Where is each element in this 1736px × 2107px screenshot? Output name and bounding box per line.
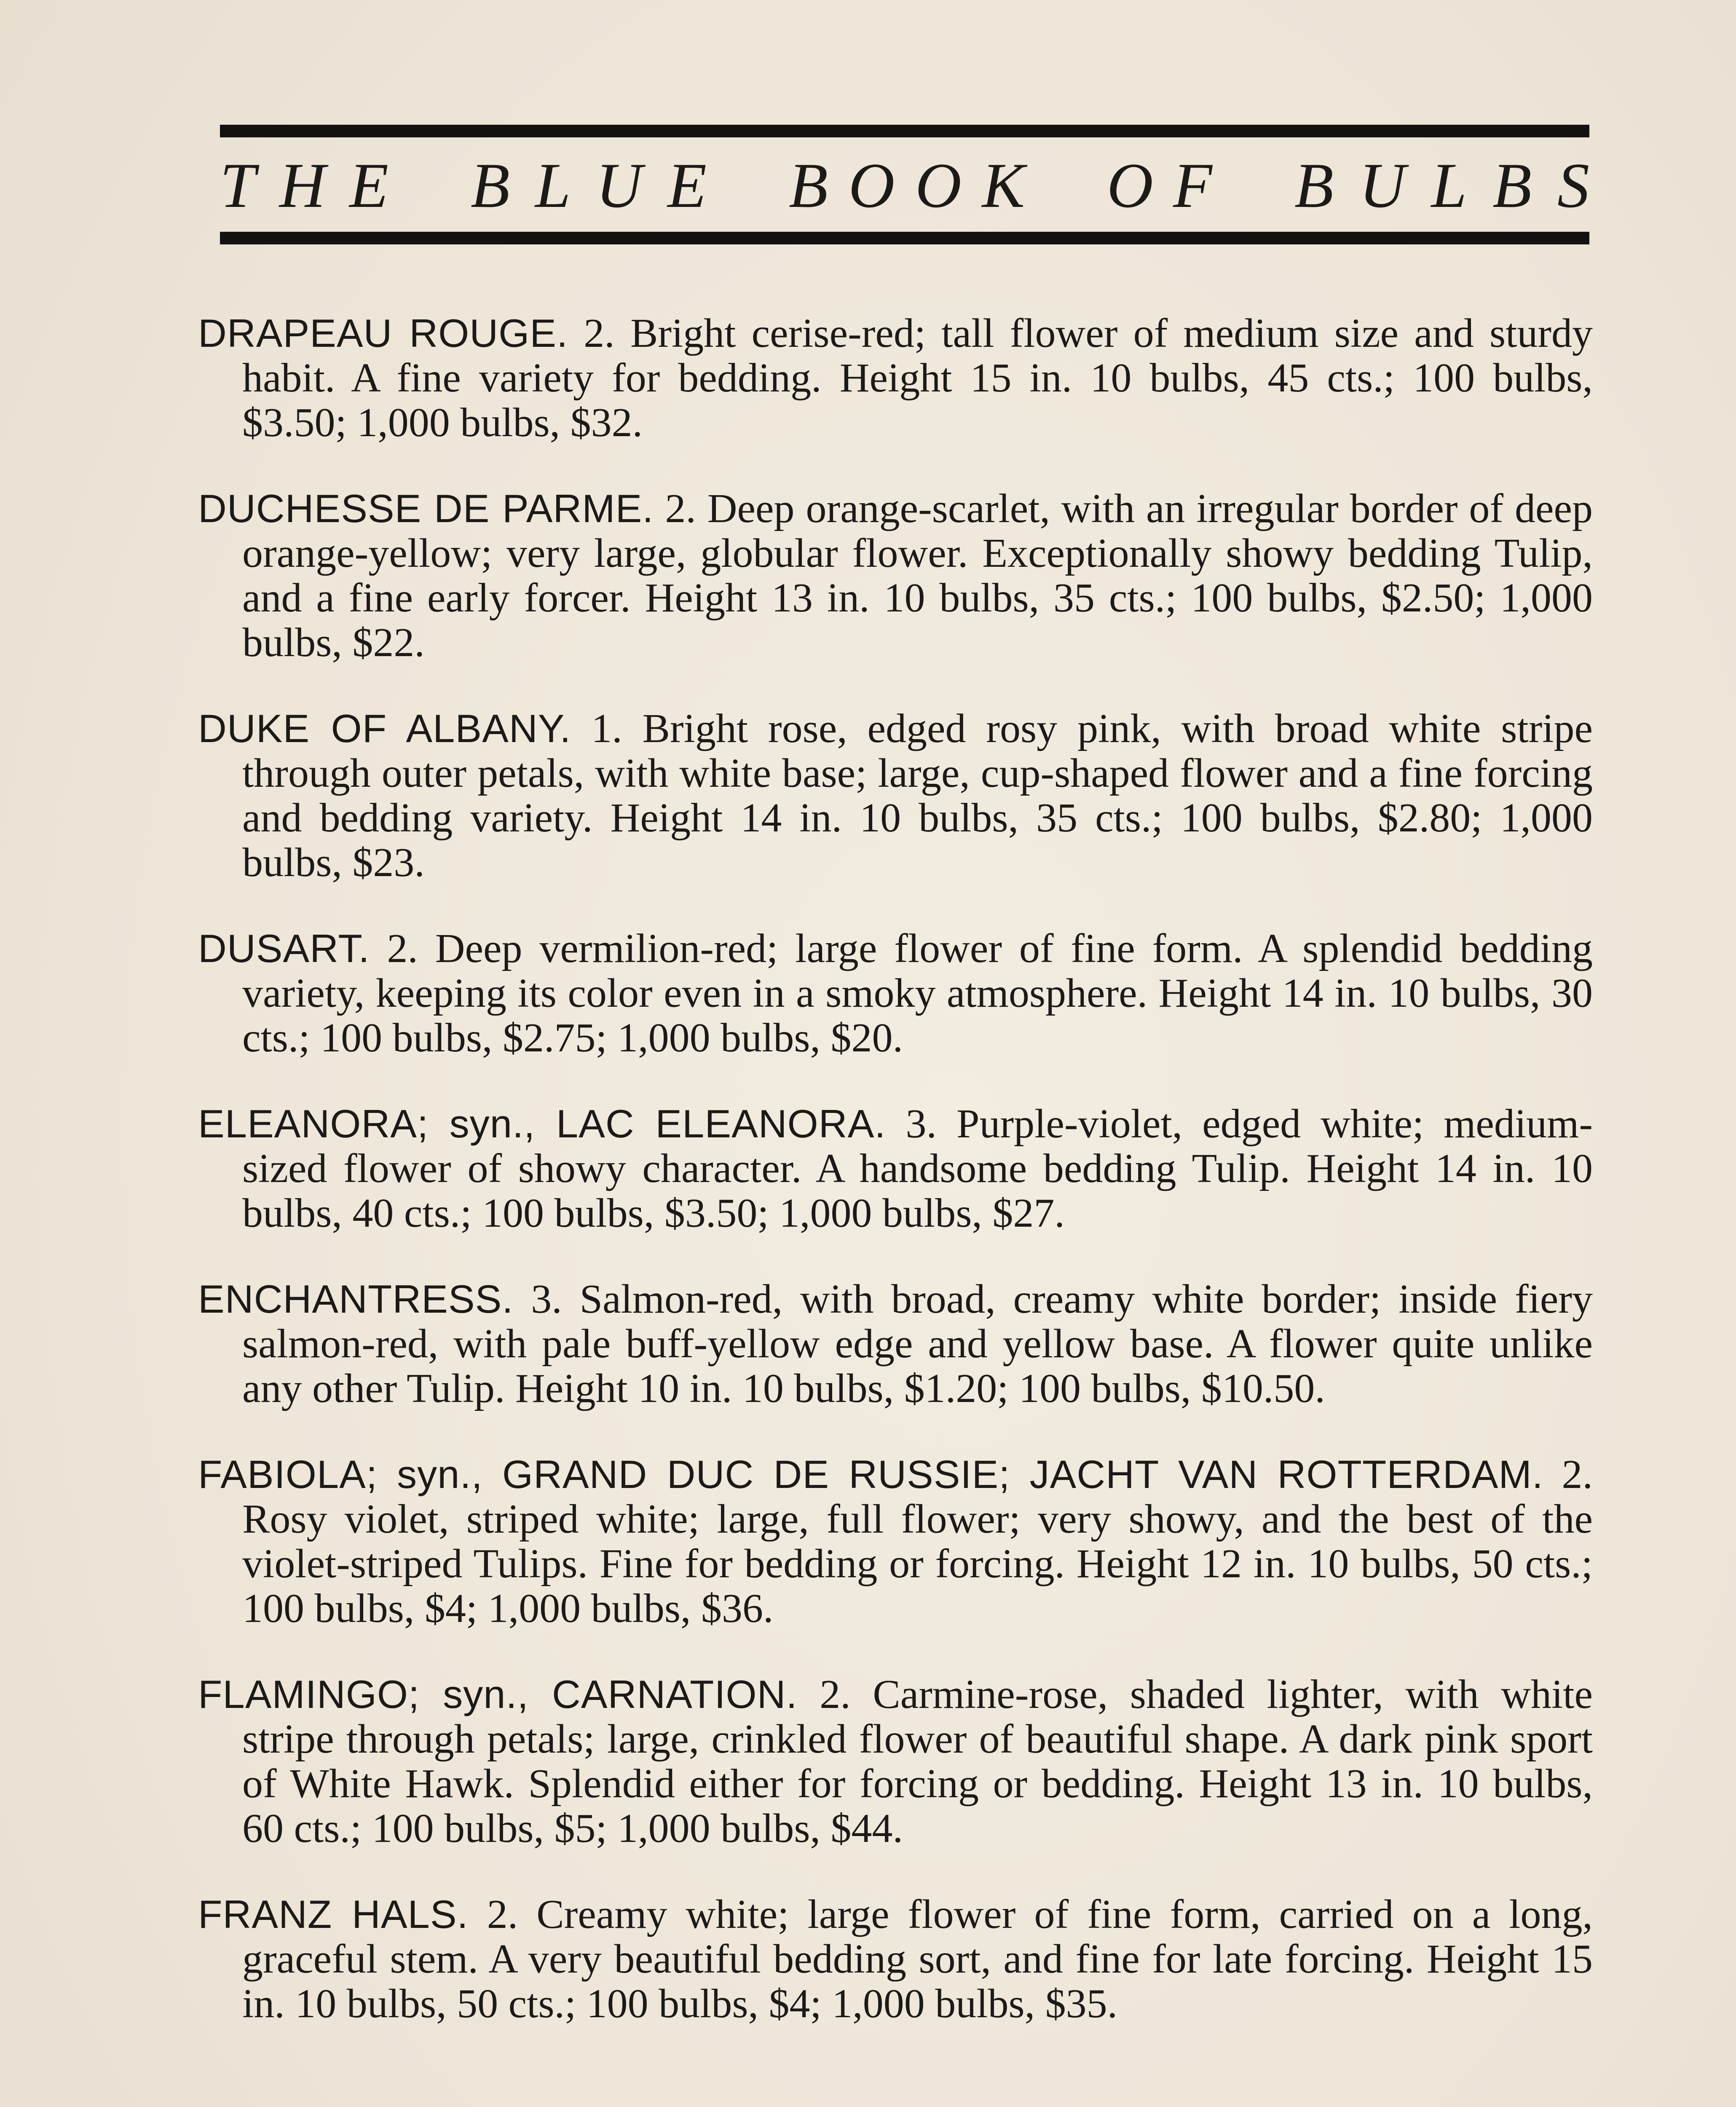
entry-description: 3. Salmon-red, with broad, creamy white border; inside fiery salmon-red, with pale buff-yellow edge and yellow base. A flower quite unlike any other Tulip. Height 10 in. 10 bulbs, $1.20; 100 bulbs, $10.50. bbox=[242, 1276, 1593, 1411]
entry-description: 2. Carmine-rose, shaded lighter, with white stripe through petals; large, crinkled flower of beautiful shape. A dark pink sport of White Hawk. Splendid either for forcing or bedding. Height 13 in. 10 bulbs, 60 cts.; 100 bulbs, $5; 1,000 bulbs, $44. bbox=[242, 1672, 1593, 1851]
entry-drapeau-rouge bbox=[198, 311, 1593, 445]
entry-name: DUCHESSE DE PARME. bbox=[198, 486, 654, 531]
running-head-word: B L U E bbox=[471, 150, 707, 221]
entry-description: 2. Deep orange-scarlet, with an irregular border of deep orange-yellow; very large, globular flower. Exceptionally showy bedding Tulip, and a fine early forcer. Height 13 in. 10 bulbs, 35 cts.; 100 bulbs, $2.50; 1,000 bulbs, $22. bbox=[242, 486, 1593, 665]
header-rule-top bbox=[220, 125, 1589, 137]
entry-name: ENCHANTRESS. bbox=[198, 1277, 514, 1321]
entry-name: DUSART. bbox=[198, 926, 370, 970]
entry-duke-of-albany bbox=[198, 706, 1593, 885]
running-head bbox=[220, 143, 1589, 228]
entry-name: DRAPEAU ROUGE. bbox=[198, 311, 568, 355]
entry-name: FRANZ HALS. bbox=[198, 1892, 469, 1936]
running-head-word: O F bbox=[1107, 150, 1212, 221]
entry-name: FLAMINGO; syn., CARNATION. bbox=[198, 1672, 798, 1716]
entry-enchantress bbox=[198, 1277, 1593, 1411]
header-rule-bottom bbox=[220, 232, 1589, 244]
entry-list bbox=[198, 270, 1593, 2059]
entry-description: 2. Rosy violet, striped white; large, full flower; very showy, and the best of the violet-striped Tulips. Fine for bedding or forcing. Height 12 in. 10 bulbs, 50 cts.; 100 bulbs, $4; 1,000 bulbs, $36. bbox=[242, 1452, 1593, 1631]
entry-eleanora bbox=[198, 1102, 1593, 1236]
entry-description: 1. Bright rose, edged rosy pink, with broad white stripe through outer petals, with white base; large, cup-shaped flower and a fine forcing and bedding variety. Height 14 in. 10 bulbs, 35 cts.; 100 bulbs, $2.80; 1,000 bulbs, $23. bbox=[242, 706, 1593, 885]
entry-flamingo bbox=[198, 1672, 1593, 1851]
entry-dusart bbox=[198, 926, 1593, 1060]
entry-description: 2. Bright cerise-red; tall flower of medium size and sturdy habit. A fine variety for bedding. Height 15 in. 10 bulbs, 45 cts.; 100 bulbs, $3.50; 1,000 bulbs, $32. bbox=[242, 311, 1593, 445]
entry-fabiola bbox=[198, 1452, 1593, 1631]
running-head-word: B O O K bbox=[789, 150, 1025, 221]
entry-name: ELEANORA; syn., LAC ELEANORA. bbox=[198, 1102, 886, 1146]
entry-description: 2. Deep vermilion-red; large flower of fine form. A splendid bedding variety, keeping its color even in a smoky atmosphere. Height 14 in. 10 bulbs, 30 cts.; 100 bulbs, $2.75; 1,000 bulbs, $20. bbox=[242, 926, 1593, 1061]
entry-name: DUKE OF ALBANY. bbox=[198, 706, 571, 751]
entry-description: 2. Creamy white; large flower of fine form, carried on a long, graceful stem. A very beautiful bedding sort, and fine for late forcing. Height 15 in. 10 bulbs, 50 cts.; 100 bulbs, $4; 1,000 bulbs, $35. bbox=[242, 1892, 1593, 2027]
running-head-word: B U L B S bbox=[1294, 150, 1589, 221]
entry-franz-hals bbox=[198, 1892, 1593, 2026]
entry-duchesse-de-parme bbox=[198, 486, 1593, 665]
entry-description: 3. Purple-violet, edged white; medium-sized flower of showy character. A handsome bedding Tulip. Height 14 in. 10 bulbs, 40 cts.; 100 bulbs, $3.50; 1,000 bulbs, $27. bbox=[242, 1101, 1593, 1236]
entry-name: FABIOLA; syn., GRAND DUC DE RUSSIE; JACHT VAN ROTTERDAM. bbox=[198, 1452, 1543, 1496]
running-head-word: T H E bbox=[220, 150, 388, 221]
